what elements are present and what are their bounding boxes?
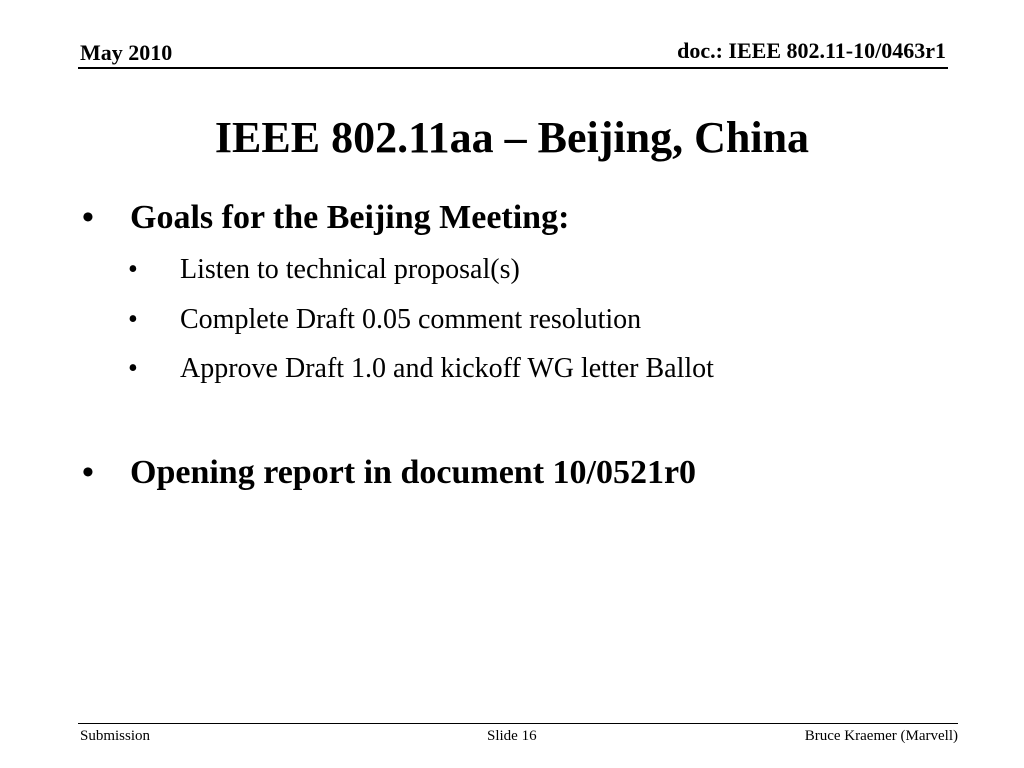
sub-bullet-text: Approve Draft 1.0 and kickoff WG letter Ballot	[180, 353, 714, 384]
bullet-opening-report-text: Opening report in document 10/0521r0	[130, 454, 697, 491]
header-divider	[78, 67, 948, 69]
bullet-icon: •	[82, 199, 94, 236]
footer-slide-number: Slide 16	[487, 728, 537, 744]
slide-title: IEEE 802.11aa – Beijing, China	[214, 113, 810, 162]
footer-divider	[78, 723, 958, 724]
bullet-icon: •	[128, 254, 138, 285]
bullet-icon: •	[128, 304, 138, 335]
bullet-icon: •	[82, 454, 94, 491]
sub-bullet-text: Complete Draft 0.05 comment resolution	[180, 304, 642, 335]
header-date: May 2010	[80, 40, 173, 65]
header-doc-id: doc.: IEEE 802.11-10/0463r1	[677, 38, 946, 63]
footer-author: Bruce Kraemer (Marvell)	[804, 728, 958, 744]
footer-submission: Submission	[80, 728, 151, 744]
bullet-goals-text: Goals for the Beijing Meeting:	[130, 199, 570, 236]
bullet-icon: •	[128, 353, 138, 384]
sub-bullet-text: Listen to technical proposal(s)	[180, 254, 520, 285]
